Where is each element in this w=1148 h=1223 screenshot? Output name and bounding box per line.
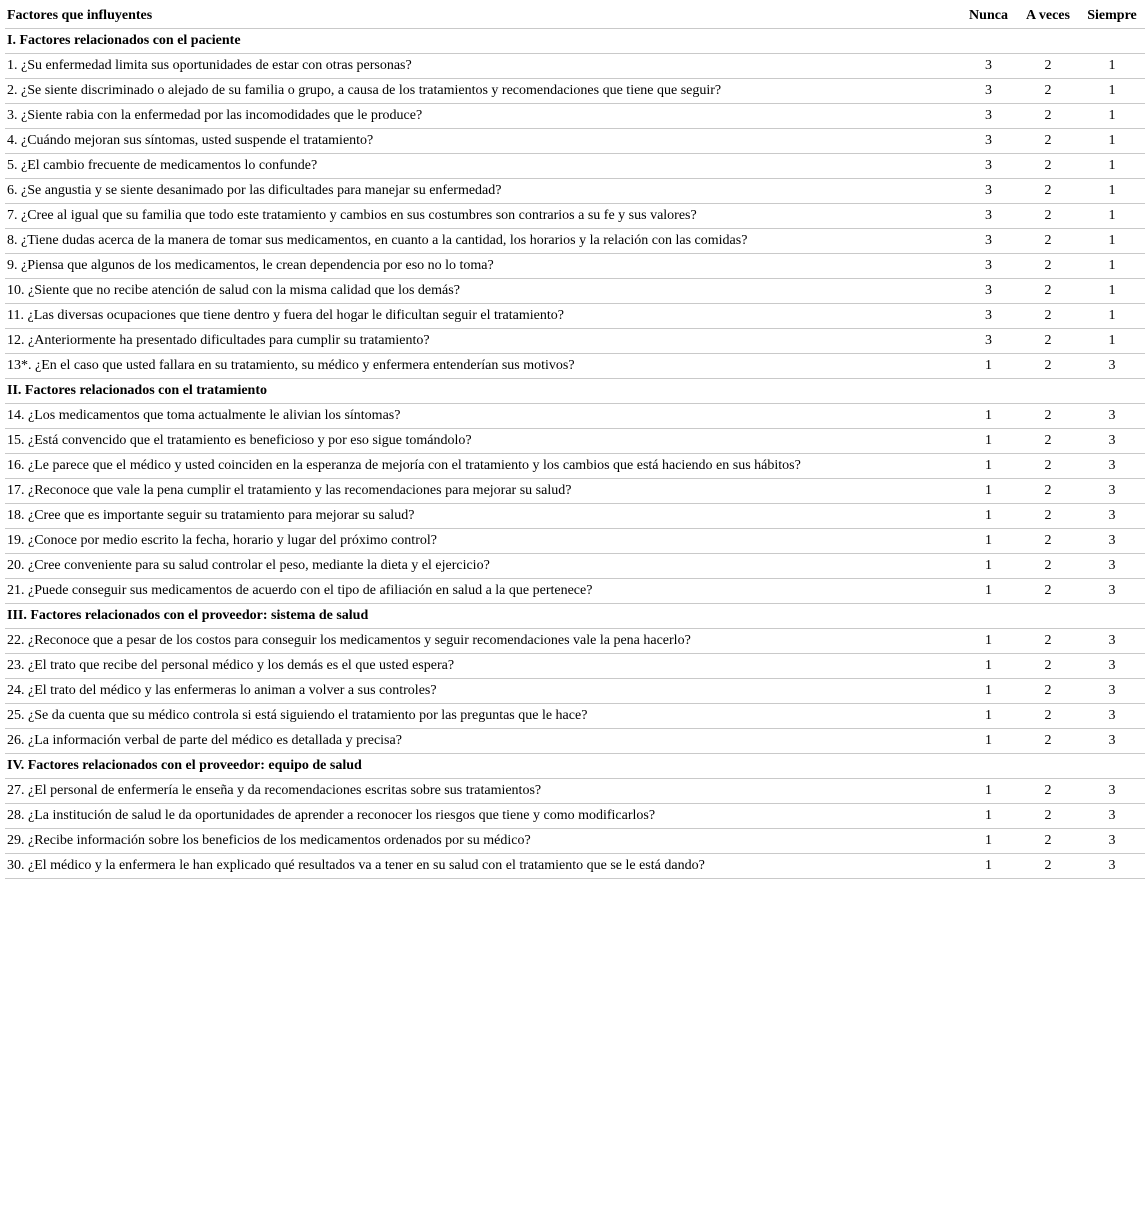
question-row	[5, 654, 1145, 679]
value-aveces: 2	[1017, 454, 1079, 479]
value-aveces: 2	[1017, 354, 1079, 379]
table-header-factors: Factores que influyentes	[5, 4, 960, 29]
question-row	[5, 404, 1145, 429]
question-row	[5, 229, 1145, 254]
value-nunca: 1	[960, 579, 1017, 604]
value-aveces: 2	[1017, 404, 1079, 429]
question-text: 6. ¿Se angustia y se siente desanimado por las dificultades para manejar su enfermedad?	[5, 179, 960, 204]
value-aveces: 2	[1017, 554, 1079, 579]
value-siempre: 3	[1079, 579, 1145, 604]
question-text: 9. ¿Piensa que algunos de los medicamentos, le crean dependencia por eso no lo toma?	[5, 254, 960, 279]
question-text: 4. ¿Cuándo mejoran sus síntomas, usted suspende el tratamiento?	[5, 129, 960, 154]
question-text: 22. ¿Reconoce que a pesar de los costos para conseguir los medicamentos y seguir recomendaciones vale la pena hacerlo?	[5, 629, 960, 654]
question-text: 30. ¿El médico y la enfermera le han explicado qué resultados va a tener en su salud con el tratamiento que se le está dando?	[5, 854, 960, 879]
value-aveces: 2	[1017, 279, 1079, 304]
value-aveces: 2	[1017, 854, 1079, 879]
value-aveces: 2	[1017, 529, 1079, 554]
section-title: II. Factores relacionados con el tratamiento	[5, 379, 1145, 404]
value-aveces: 2	[1017, 504, 1079, 529]
value-siempre: 3	[1079, 729, 1145, 754]
question-row	[5, 254, 1145, 279]
question-text: 5. ¿El cambio frecuente de medicamentos lo confunde?	[5, 154, 960, 179]
value-siempre: 3	[1079, 529, 1145, 554]
section-header-row	[5, 29, 1145, 54]
value-siempre: 1	[1079, 279, 1145, 304]
question-text: 1. ¿Su enfermedad limita sus oportunidades de estar con otras personas?	[5, 54, 960, 79]
value-nunca: 1	[960, 854, 1017, 879]
value-aveces: 2	[1017, 579, 1079, 604]
value-siempre: 3	[1079, 779, 1145, 804]
question-text: 13*. ¿En el caso que usted fallara en su tratamiento, su médico y enfermera entenderían sus motivos?	[5, 354, 960, 379]
value-aveces: 2	[1017, 304, 1079, 329]
question-text: 8. ¿Tiene dudas acerca de la manera de tomar sus medicamentos, en cuanto a la cantidad, los horarios y la relación con las comidas?	[5, 229, 960, 254]
question-text: 24. ¿El trato del médico y las enfermeras lo animan a volver a sus controles?	[5, 679, 960, 704]
section-title: IV. Factores relacionados con el proveedor: equipo de salud	[5, 754, 1145, 779]
question-row	[5, 829, 1145, 854]
value-aveces: 2	[1017, 804, 1079, 829]
question-text: 29. ¿Recibe información sobre los beneficios de los medicamentos ordenados por su médico?	[5, 829, 960, 854]
value-siempre: 1	[1079, 329, 1145, 354]
value-nunca: 1	[960, 679, 1017, 704]
value-siempre: 3	[1079, 479, 1145, 504]
question-row	[5, 804, 1145, 829]
question-text: 23. ¿El trato que recibe del personal médico y los demás es el que usted espera?	[5, 654, 960, 679]
value-siempre: 1	[1079, 179, 1145, 204]
question-row	[5, 729, 1145, 754]
section-header-row	[5, 754, 1145, 779]
value-aveces: 2	[1017, 729, 1079, 754]
question-text: 19. ¿Conoce por medio escrito la fecha, horario y lugar del próximo control?	[5, 529, 960, 554]
value-nunca: 1	[960, 554, 1017, 579]
question-row	[5, 679, 1145, 704]
value-aveces: 2	[1017, 154, 1079, 179]
question-row	[5, 854, 1145, 879]
value-nunca: 1	[960, 829, 1017, 854]
question-row	[5, 54, 1145, 79]
value-siempre: 3	[1079, 454, 1145, 479]
value-aveces: 2	[1017, 254, 1079, 279]
question-row	[5, 104, 1145, 129]
value-nunca: 3	[960, 229, 1017, 254]
question-row	[5, 129, 1145, 154]
value-aveces: 2	[1017, 654, 1079, 679]
table-header-siempre: Siempre	[1079, 4, 1145, 29]
question-text: 21. ¿Puede conseguir sus medicamentos de acuerdo con el tipo de afiliación en salud a la que pertenece?	[5, 579, 960, 604]
value-aveces: 2	[1017, 54, 1079, 79]
value-aveces: 2	[1017, 429, 1079, 454]
value-aveces: 2	[1017, 179, 1079, 204]
value-nunca: 3	[960, 104, 1017, 129]
value-aveces: 2	[1017, 829, 1079, 854]
value-siempre: 1	[1079, 204, 1145, 229]
question-row	[5, 454, 1145, 479]
question-text: 17. ¿Reconoce que vale la pena cumplir el tratamiento y las recomendaciones para mejorar su salud?	[5, 479, 960, 504]
value-nunca: 3	[960, 254, 1017, 279]
question-row	[5, 279, 1145, 304]
question-row	[5, 629, 1145, 654]
question-text: 2. ¿Se siente discriminado o alejado de su familia o grupo, a causa de los tratamientos y recomendaciones que tiene que seguir?	[5, 79, 960, 104]
question-text: 28. ¿La institución de salud le da oportunidades de aprender a reconocer los riesgos que tiene y como modificarlos?	[5, 804, 960, 829]
question-text: 25. ¿Se da cuenta que su médico controla si está siguiendo el tratamiento por las preguntas que le hace?	[5, 704, 960, 729]
table-header-row	[5, 4, 1145, 29]
value-nunca: 3	[960, 329, 1017, 354]
value-siempre: 3	[1079, 829, 1145, 854]
question-row	[5, 504, 1145, 529]
value-nunca: 1	[960, 779, 1017, 804]
section-title: III. Factores relacionados con el proveedor: sistema de salud	[5, 604, 1145, 629]
value-nunca: 3	[960, 304, 1017, 329]
value-nunca: 3	[960, 79, 1017, 104]
value-aveces: 2	[1017, 679, 1079, 704]
value-siempre: 3	[1079, 554, 1145, 579]
value-aveces: 2	[1017, 129, 1079, 154]
value-nunca: 1	[960, 404, 1017, 429]
question-text: 12. ¿Anteriormente ha presentado dificultades para cumplir su tratamiento?	[5, 329, 960, 354]
value-aveces: 2	[1017, 704, 1079, 729]
question-row	[5, 79, 1145, 104]
value-siempre: 1	[1079, 129, 1145, 154]
value-nunca: 1	[960, 804, 1017, 829]
value-nunca: 3	[960, 129, 1017, 154]
question-text: 15. ¿Está convencido que el tratamiento es beneficioso y por eso sigue tomándolo?	[5, 429, 960, 454]
question-row	[5, 704, 1145, 729]
question-text: 7. ¿Cree al igual que su familia que todo este tratamiento y cambios en sus costumbres son contrarios a su fe y sus valores?	[5, 204, 960, 229]
question-text: 10. ¿Siente que no recibe atención de salud con la misma calidad que los demás?	[5, 279, 960, 304]
value-siempre: 3	[1079, 429, 1145, 454]
value-aveces: 2	[1017, 479, 1079, 504]
value-siempre: 1	[1079, 54, 1145, 79]
question-text: 27. ¿El personal de enfermería le enseña y da recomendaciones escritas sobre sus tratamientos?	[5, 779, 960, 804]
question-row	[5, 354, 1145, 379]
value-siempre: 3	[1079, 354, 1145, 379]
value-nunca: 3	[960, 279, 1017, 304]
value-siempre: 1	[1079, 79, 1145, 104]
value-nunca: 1	[960, 354, 1017, 379]
table-header-nunca: Nunca	[960, 4, 1017, 29]
value-nunca: 1	[960, 504, 1017, 529]
value-aveces: 2	[1017, 79, 1079, 104]
value-nunca: 1	[960, 429, 1017, 454]
question-text: 26. ¿La información verbal de parte del médico es detallada y precisa?	[5, 729, 960, 754]
value-siempre: 3	[1079, 679, 1145, 704]
value-siempre: 3	[1079, 629, 1145, 654]
value-nunca: 3	[960, 204, 1017, 229]
question-row	[5, 154, 1145, 179]
value-siempre: 3	[1079, 704, 1145, 729]
question-row	[5, 779, 1145, 804]
table-header-aveces: A veces	[1017, 4, 1079, 29]
factors-table	[5, 4, 1145, 879]
value-aveces: 2	[1017, 779, 1079, 804]
question-row	[5, 529, 1145, 554]
value-nunca: 1	[960, 529, 1017, 554]
question-row	[5, 479, 1145, 504]
section-title: I. Factores relacionados con el paciente	[5, 29, 1145, 54]
value-nunca: 3	[960, 54, 1017, 79]
value-nunca: 3	[960, 179, 1017, 204]
value-siempre: 3	[1079, 804, 1145, 829]
value-nunca: 1	[960, 704, 1017, 729]
question-row	[5, 179, 1145, 204]
value-siempre: 1	[1079, 254, 1145, 279]
value-nunca: 1	[960, 629, 1017, 654]
value-siempre: 3	[1079, 404, 1145, 429]
value-nunca: 1	[960, 654, 1017, 679]
section-header-row	[5, 379, 1145, 404]
question-text: 18. ¿Cree que es importante seguir su tratamiento para mejorar su salud?	[5, 504, 960, 529]
question-text: 20. ¿Cree conveniente para su salud controlar el peso, mediante la dieta y el ejercicio?	[5, 554, 960, 579]
question-row	[5, 204, 1145, 229]
table-body	[5, 29, 1145, 879]
value-aveces: 2	[1017, 329, 1079, 354]
question-row	[5, 429, 1145, 454]
value-nunca: 1	[960, 479, 1017, 504]
section-header-row	[5, 604, 1145, 629]
value-aveces: 2	[1017, 204, 1079, 229]
question-row	[5, 304, 1145, 329]
value-siempre: 1	[1079, 154, 1145, 179]
value-aveces: 2	[1017, 629, 1079, 654]
value-siempre: 3	[1079, 854, 1145, 879]
question-text: 11. ¿Las diversas ocupaciones que tiene dentro y fuera del hogar le dificultan seguir el tratamiento?	[5, 304, 960, 329]
question-text: 14. ¿Los medicamentos que toma actualmente le alivian los síntomas?	[5, 404, 960, 429]
value-nunca: 1	[960, 454, 1017, 479]
value-nunca: 1	[960, 729, 1017, 754]
value-siempre: 1	[1079, 229, 1145, 254]
question-row	[5, 329, 1145, 354]
value-aveces: 2	[1017, 229, 1079, 254]
value-siempre: 3	[1079, 654, 1145, 679]
question-row	[5, 579, 1145, 604]
value-nunca: 3	[960, 154, 1017, 179]
question-text: 3. ¿Siente rabia con la enfermedad por las incomodidades que le produce?	[5, 104, 960, 129]
question-text: 16. ¿Le parece que el médico y usted coinciden en la esperanza de mejoría con el tratamiento y los cambios que está haciendo en sus hábitos?	[5, 454, 960, 479]
value-siempre: 3	[1079, 504, 1145, 529]
value-aveces: 2	[1017, 104, 1079, 129]
question-row	[5, 554, 1145, 579]
value-siempre: 1	[1079, 304, 1145, 329]
value-siempre: 1	[1079, 104, 1145, 129]
